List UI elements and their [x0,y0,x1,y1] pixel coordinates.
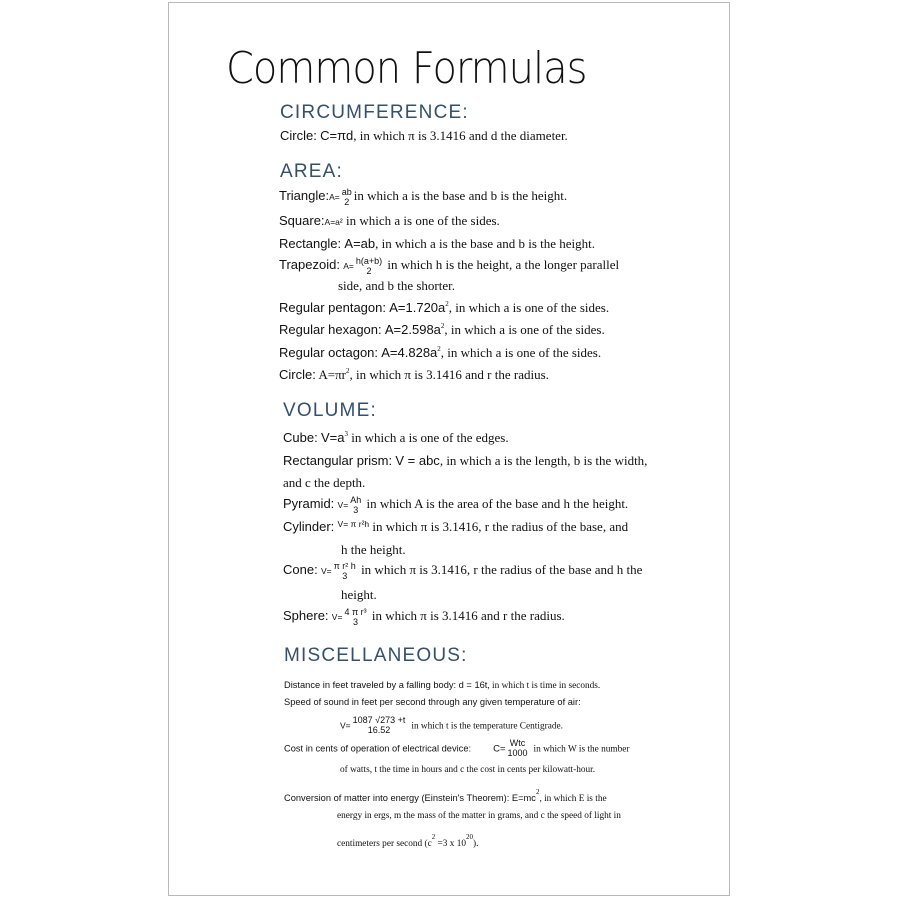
area-pentagon-line [279,300,609,316]
misc-sound-line: Speed of sound in feet per second through any given temperature of air: [284,697,581,707]
label: Circle: [280,128,317,143]
fraction [334,561,356,581]
exponent: 2 [437,345,441,353]
label: Square: [279,213,325,228]
formula: A=ab [344,236,376,251]
text: in which A is the area of the base and h the height. [366,495,629,511]
formula: A=πr [318,367,347,382]
lhs: V= [337,499,349,510]
numerator: h(a+b) [355,256,383,266]
text: in which a is the base and b is the height. [353,187,568,203]
text: in which π is 3.1416 and r the radius. [371,607,565,623]
area-triangle-line [279,187,567,207]
lhs: A= [343,260,354,271]
lhs: V= [320,565,332,576]
label: Conversion of matter into energy (Einstein's Theorem): E=mc [284,793,536,803]
label: Trapezoid: [279,256,340,272]
text: , in which E is the [539,794,607,804]
area-hexagon-line [279,322,605,338]
misc-einstein-line3 [337,833,478,851]
area-circle-line [279,367,549,383]
text: in which W is the number [533,744,630,755]
text: , in which a is the length, b is the width, [439,453,648,468]
heading-miscellaneous: MISCELLANEOUS: [284,645,468,666]
formula: A=2.598a [384,322,441,337]
area-rectangle-line [279,236,595,252]
numerator: 4 π r³ [344,607,367,617]
text: in which a is one of the edges. [347,430,509,445]
formula: A=4.828a [381,345,438,360]
text: in which π is 3.1416, r the radius of the base and h the [361,561,643,577]
text: ). [473,839,479,849]
label: Rectangle: [279,236,342,251]
label: Regular hexagon: [279,322,382,337]
label: Cylinder: [283,519,335,534]
denominator: 2 [344,197,350,207]
volume-cylinder-line [283,519,628,535]
text: , in which a is one of the sides. [440,345,602,360]
text: centimeters per second (c [337,839,432,849]
lhs: A= [329,191,340,202]
label: Triangle: [279,187,330,203]
heading-circumference: CIRCUMFERENCE: [280,102,469,123]
volume-sphere-line [283,607,565,627]
label: Distance in feet traveled by a falling body: d = 16t [284,680,488,690]
volume-prism-line2: and c the depth. [283,475,366,490]
denominator: 3 [353,505,359,515]
page-title: Common Formulas [226,44,587,94]
denominator: 3 [353,617,359,627]
fraction [353,715,406,735]
lhs: V= [331,611,343,622]
misc-sound-formula-line [340,715,563,735]
formula: V= π r²h [337,519,370,529]
text: in which t is the temperature Centigrade. [411,721,563,732]
denominator: 2 [366,266,372,276]
area-square-line [279,213,500,229]
fraction [508,738,528,758]
numerator: Ah [350,495,362,505]
label: Cost in cents of operation of electrical device: [284,743,472,754]
numerator: π r² h [333,561,356,571]
misc-cost-line [284,738,630,758]
exponent: 20 [466,833,474,841]
area-trapezoid-line [279,256,619,276]
volume-cone-line [283,561,642,581]
text: , in which π is 3.1416 and d the diameter. [353,128,568,143]
fraction [350,495,361,515]
text: =3 x 10 [435,839,467,849]
exponent: 3 [344,430,348,438]
formula: C=πd [320,128,354,143]
fraction [342,187,352,207]
label: Sphere: [283,607,329,623]
volume-cube-line [283,430,509,446]
volume-cylinder-line2: h the height. [341,542,406,557]
formula: V = abc [395,453,440,468]
volume-pyramid-line [283,495,628,515]
text: , in which a is one of the sides. [444,322,605,337]
exponent: 2 [535,788,540,796]
heading-volume: VOLUME: [283,400,377,421]
formula: A=1.720a [389,300,446,315]
exponent: 2 [346,367,350,375]
misc-einstein-line2: energy in ergs, m the mass of the matter in grams, and c the speed of light in [337,811,621,821]
text: in which a is one of the sides. [342,213,500,228]
text: , in which π is 3.1416 and r the radius. [349,367,549,382]
label: Cone: [283,561,318,577]
heading-area: AREA: [280,161,344,182]
fraction [344,607,366,627]
misc-cost-line2: of watts, t the time in hours and c the cost in cents per kilowatt-hour. [340,765,596,775]
label: Rectangular prism: [283,453,393,468]
text: in which π is 3.1416, r the radius of the base, and [372,519,629,534]
area-trapezoid-line2: side, and b the shorter. [338,278,455,293]
numerator: ab [341,187,352,197]
exponent: 2 [431,833,436,841]
text: , in which a is the base and b is the height. [375,236,596,251]
label: Pyramid: [283,495,335,511]
text: , in which t is time in seconds. [487,681,601,691]
circumference-circle-line [280,128,568,144]
formula: V=a [320,430,345,445]
denominator: 3 [342,571,348,581]
denominator: 1000 [507,748,528,758]
exponent: 2 [445,300,449,308]
area-octagon-line [279,345,601,361]
text: , in which a is one of the sides. [448,300,610,315]
denominator: 16.52 [367,725,391,735]
text: in which h is the height, a the longer parallel [387,256,620,272]
label: Regular pentagon: [279,300,386,315]
label: Circle: [279,367,316,382]
label: Regular octagon: [279,345,379,360]
volume-cone-line2: height. [341,587,377,602]
misc-falling-body-line [284,675,600,693]
volume-prism-line [283,453,647,469]
exponent: 2 [440,322,445,330]
lhs: V= [340,720,351,731]
numerator: 1087 √273 +t [352,715,406,725]
fraction [356,256,382,276]
formula: A=a² [324,217,343,227]
numerator: Wtc [509,738,526,748]
label: Cube: [283,430,318,445]
misc-einstein-line [284,788,607,806]
lhs: C= [493,743,506,755]
